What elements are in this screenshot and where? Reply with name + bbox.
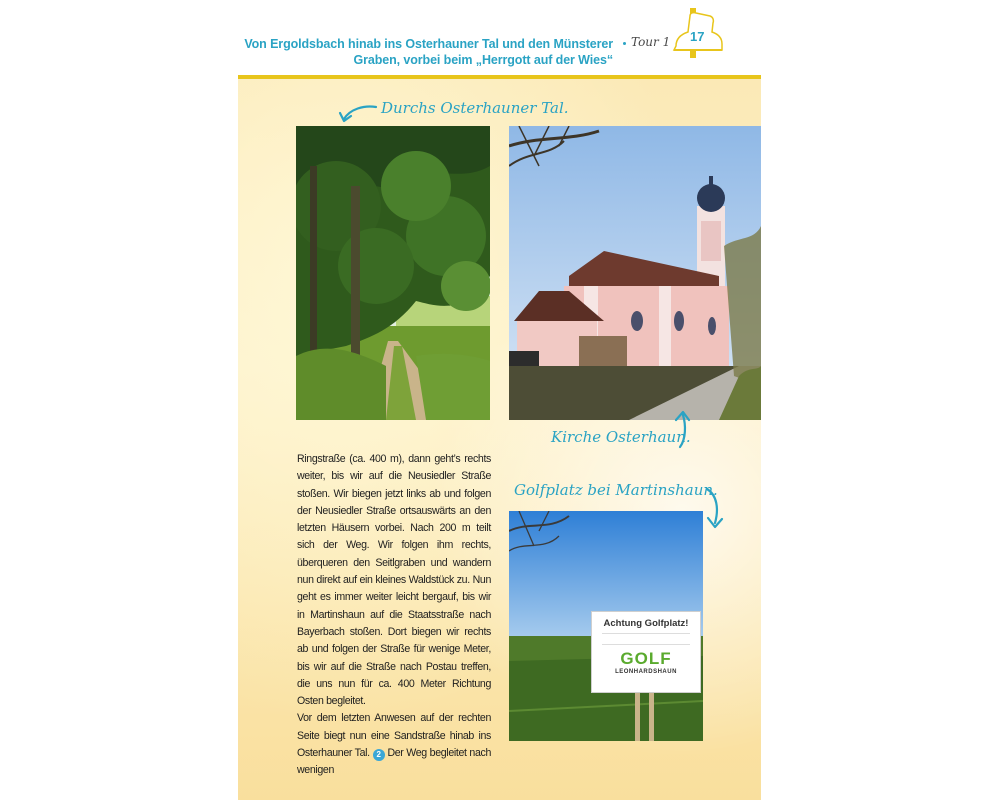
golf-sign-small-print <box>602 633 690 645</box>
curved-arrow-icon <box>703 487 727 531</box>
body-paragraph-2-end: Der Weg begleitet nach wenigen <box>297 747 491 777</box>
photo-golf-course <box>509 511 703 741</box>
page-header <box>238 0 761 76</box>
body-paragraph-1: Ringstraße (ca. 400 m), dann geht’s rechts weiter, bis wir auf die Neusiedler Straße stoßen. Wir biegen jetzt links ab und folgen der Neusiedler Straße ortsauswärts an den letzten Häusern vorbei. Nach 200 m teilt sich der Weg. Wir folgen ihm rechts, überqueren den Seitlgraben und wandern nun direkt auf ein kleines Waldstück zu. Nun geht es immer weiter leicht bergauf, bis wir in Martinshaun auf die Staatsstraße nach Bayerbach stoßen. Dort biegen wir rechts ab und folgen der Straße für wenige Meter, bis wir auf die Straße nach Postau treffen, die uns nun für ca. 400 Meter Richtung Osten begleitet. <box>297 453 491 708</box>
page-number: 17 <box>690 29 705 44</box>
chapter-title-line-2: Graben, vorbei beim „Herrgott auf der Wies“ <box>353 53 613 67</box>
golf-logo: GOLF <box>620 649 672 668</box>
chapter-title-line-1: Von Ergoldsbach hinab ins Osterhauner Tal und den Münsterer <box>244 37 613 51</box>
caption-church: Kirche Osterhaun. <box>551 428 691 446</box>
page-content <box>238 79 761 800</box>
curved-arrow-icon <box>672 409 694 449</box>
photo-forest-path <box>296 126 490 420</box>
golf-sign-heading: Achtung Golfplatz! <box>603 618 689 629</box>
body-text <box>297 451 491 780</box>
caption-golf: Golfplatz bei Martinshaun. <box>514 481 718 499</box>
golf-logo-subtitle: LEONHARDSHAUN <box>615 669 677 675</box>
book-page <box>238 0 761 800</box>
header-separator-dot <box>623 42 626 45</box>
body-paragraph-2-start: Vor dem letzten Anwesen auf der rechten Seite biegt nun eine Sandstraße hinab ins Osterhauner Tal. <box>297 712 491 760</box>
tour-label: Tour 1 <box>631 35 671 49</box>
photo-church-osterhaun <box>509 126 761 420</box>
chapter-title <box>244 36 613 68</box>
golf-warning-sign <box>591 611 701 693</box>
curved-arrow-icon <box>338 103 378 125</box>
waypoint-marker: 2 <box>373 749 385 761</box>
caption-path: Durchs Osterhauner Tal. <box>381 99 569 117</box>
body-paragraph-2 <box>297 710 491 779</box>
